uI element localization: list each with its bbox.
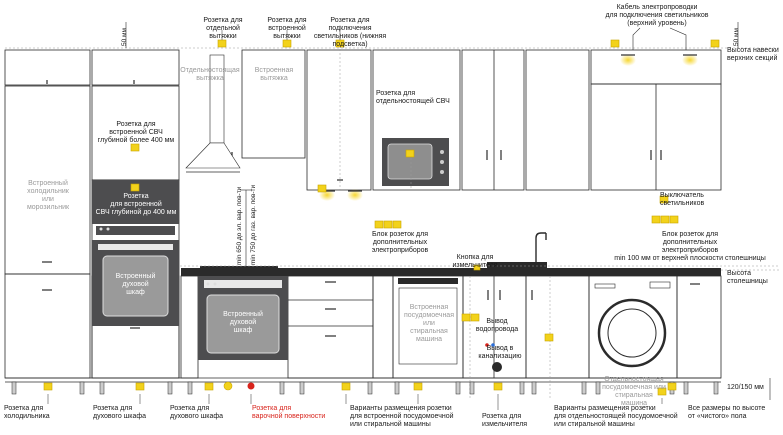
upper-cabinet-b	[526, 50, 589, 190]
label-oven-2: Встроенный духовой шкаф	[223, 311, 263, 334]
label-water-outlet: Вывод водопровода	[475, 318, 519, 333]
drawer-cabinet	[288, 276, 373, 378]
upper-cabinet-c-top	[591, 50, 721, 84]
label-builtin-hood: Встроенная вытяжка	[254, 67, 294, 82]
label-freestanding-hood: Отдельностоящая вытяжка	[180, 67, 240, 82]
label-dishwasher-variants: Варианты размещения розетки для встроенной посудомоечной или стиральной машины	[350, 405, 454, 428]
washer-drum	[595, 282, 670, 366]
label-oven-socket: Розетка для духового шкафа	[93, 405, 147, 420]
label-grinder-socket: Розетка для измельчителя	[482, 413, 528, 428]
label-fridge: Встроенный холодильник или морозильник	[26, 180, 70, 211]
label-washer: Отдельностоящая посудомоечная или стиральная машина	[602, 376, 666, 407]
label-hood-socket: Розетка для отдельной вытяжки	[203, 17, 243, 40]
label-washer-variants: Варианты размещения розетки для отдельностоящей посудомоечной или стиральной машины	[554, 405, 678, 428]
light-cabinet	[307, 50, 371, 190]
fridge-top-cabinet	[5, 50, 90, 85]
end-lower-cabinet	[677, 276, 721, 378]
label-microwave-shallow: Розетка для встроенной СВЧ глубиной до 400 мм	[95, 193, 177, 216]
oven-column-top	[92, 50, 179, 85]
label-oven: Встроенный духовой шкаф	[115, 273, 156, 296]
label-lights-socket: Розетка для подключения светильников (нижняя подсветка)	[313, 17, 387, 48]
label-floor-note: Все размеры по высоте от «чистого» пола	[688, 405, 766, 420]
label-light-switch: Выключатель светильников	[660, 192, 705, 207]
label-dim-vertical-2: min 750 до газ. вар. пов-ти	[250, 184, 257, 265]
label-plinth-height: 120/150 мм	[727, 384, 764, 391]
label-grinder-button: Кнопка для измельчителя	[452, 254, 498, 269]
label-socket-block: Блок розеток для дополнительных электроприборов	[371, 231, 429, 254]
light-glows	[319, 54, 698, 201]
label-oven-socket-2: Розетка для духового шкафа	[170, 405, 224, 420]
label-ceiling-cable: Кабель электропроводки для подключения светильников (верхний уровень)	[605, 4, 709, 27]
label-builtin-hood-socket: Розетка для встроенной вытяжки	[267, 17, 307, 40]
label-upper-height: Высота навески верхних секций	[727, 47, 779, 62]
label-dim-50-left: 50 мм	[121, 28, 128, 46]
label-dim-vertical-1: min 650 до эл. вар. пов-ти	[236, 186, 243, 265]
hob-socket-marker	[248, 383, 255, 390]
label-fridge-socket: Розетка для холодильника	[4, 405, 50, 420]
label-hob-socket: Розетка для варочной поверхности	[252, 405, 326, 420]
right-lower-cabinet	[526, 276, 589, 378]
label-dim-50-right: 50 мм	[733, 28, 740, 46]
label-dishwasher: Встроенная посудомоечная или стиральная машина	[404, 304, 454, 343]
label-drain-outlet: Вывод в канализацию	[478, 345, 522, 360]
label-socket-block-right: Блок розеток для дополнительных электроприборов min 100 мм от верхней плоскости столешницы	[614, 231, 766, 262]
label-countertop-height: Высота столешницы	[727, 270, 768, 285]
label-microwave-socket: Розетка для отдельностоящей СВЧ	[376, 90, 450, 105]
upper-cabinet-a	[462, 50, 524, 190]
label-microwave-deep: Розетка для встроенной СВЧ глубиной более 400 мм	[97, 121, 175, 144]
